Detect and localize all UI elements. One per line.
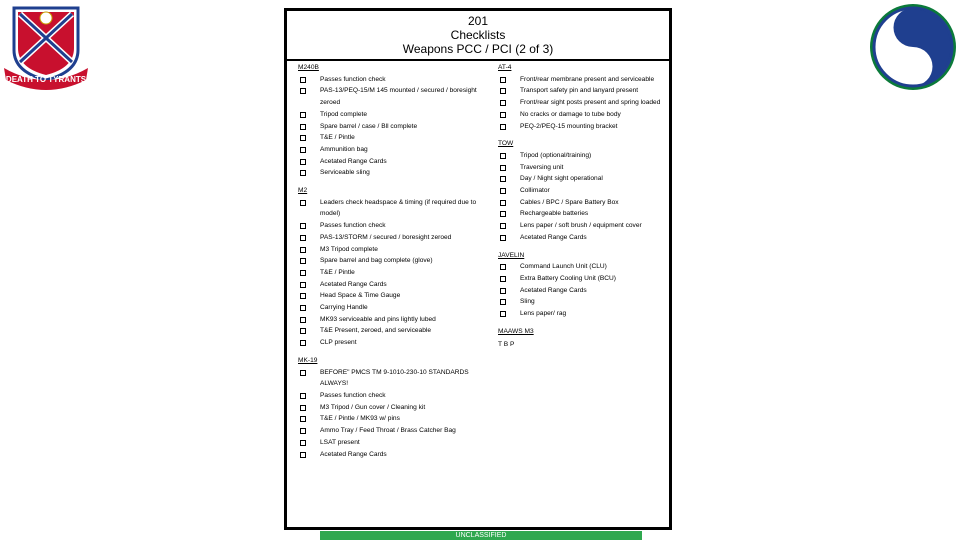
checkbox-icon[interactable] <box>300 305 306 311</box>
checkbox-icon[interactable] <box>300 328 306 334</box>
checkbox-icon[interactable] <box>300 77 306 83</box>
checkbox-icon[interactable] <box>500 124 506 130</box>
checklist-item-label: PAS-13/PEQ-15/M 145 mounted / secured / boresight zeroed <box>320 87 477 107</box>
checkbox-icon[interactable] <box>500 264 506 270</box>
checklist-item <box>298 390 488 402</box>
checklist-item <box>298 132 488 144</box>
checkbox-icon[interactable] <box>300 405 306 411</box>
checklist-item <box>498 150 672 162</box>
checkbox-icon[interactable] <box>500 112 506 118</box>
checkbox-icon[interactable] <box>500 153 506 159</box>
unit-crest-logo <box>0 2 92 92</box>
checklist-item-label: Lens paper/ rag <box>520 310 567 318</box>
checklist-item <box>298 367 488 390</box>
checklist-item-label: T&E Present, zeroed, and serviceable <box>320 327 432 335</box>
checklist-item <box>298 325 488 337</box>
checkbox-icon[interactable] <box>300 370 306 376</box>
checklist-item-label: Transport safety pin and lanyard present <box>520 87 639 95</box>
checklist-item-label: Spare barrel and bag complete (glove) <box>320 257 433 265</box>
checklist-item <box>298 413 488 425</box>
checklist-item <box>298 314 488 326</box>
checkbox-icon[interactable] <box>500 188 506 194</box>
checklist-item <box>298 255 488 267</box>
checklist-item-label: No cracks or damage to tube body <box>520 110 621 118</box>
checklist-item <box>298 437 488 449</box>
checklist-item <box>298 156 488 168</box>
checkbox-icon[interactable] <box>300 124 306 130</box>
checklist-item-label: MK93 serviceable and pins lightly lubed <box>320 315 436 323</box>
title-line-1: 201 <box>467 14 489 28</box>
checklist-item-label: Head Space & Time Gauge <box>320 292 401 300</box>
checklist-item <box>498 232 672 244</box>
checkbox-icon[interactable] <box>300 170 306 176</box>
checklist-item <box>498 121 672 133</box>
checklist-item-label: Leaders check headspace & timing (if required due to model) <box>320 198 477 218</box>
checklist-item-label: PAS-13/STORM / secured / boresight zeroed <box>320 233 452 241</box>
checklist-item <box>298 144 488 156</box>
checkbox-icon[interactable] <box>300 452 306 458</box>
checklist-item <box>298 167 488 179</box>
checklist-item <box>298 290 488 302</box>
checklist-item-label: Sling <box>520 298 535 306</box>
left-checklist-column <box>298 62 488 460</box>
checklist-item <box>298 121 488 133</box>
checkbox-icon[interactable] <box>300 159 306 165</box>
checklist-item <box>298 85 488 108</box>
checklist-item-label: Front/rear membrane present and serviceable <box>520 75 655 83</box>
checklist-item <box>298 425 488 437</box>
checklist-item <box>498 173 672 185</box>
crest-motto: DEATH TO TYRANTS <box>5 75 87 84</box>
checkbox-icon[interactable] <box>500 100 506 106</box>
checklist-item <box>298 337 488 349</box>
checklist-item-label: Tripod (optional/training) <box>520 151 592 159</box>
checklist-item-label: Carrying Handle <box>320 304 368 312</box>
checkbox-icon[interactable] <box>500 88 506 94</box>
checklist-item <box>298 244 488 256</box>
checklist-item-label: M3 Tripod / Gun cover / Cleaning kit <box>320 403 426 411</box>
section-heading: MAAWS M3 <box>498 327 534 335</box>
checkbox-icon[interactable] <box>300 235 306 241</box>
checkbox-icon[interactable] <box>300 317 306 323</box>
checklist-item <box>298 449 488 461</box>
checkbox-icon[interactable] <box>300 112 306 118</box>
checkbox-icon[interactable] <box>300 223 306 229</box>
checklist-item-label: Acetated Range Cards <box>520 286 587 294</box>
checklist-item <box>498 162 672 174</box>
checklist-item-label: PEQ-2/PEQ-15 mounting bracket <box>520 122 618 130</box>
checklist-item <box>298 302 488 314</box>
checklist-item <box>498 109 672 121</box>
checklist-item <box>298 109 488 121</box>
section-heading: MK-19 <box>298 356 318 364</box>
checklist-item-label: Ammunition bag <box>320 145 368 153</box>
checklist-item <box>498 208 672 220</box>
checklist-item-label: Day / Night sight operational <box>520 175 603 183</box>
checkbox-icon[interactable] <box>300 135 306 141</box>
checklist-item-label: M3 Tripod complete <box>320 245 378 253</box>
checklist-item <box>498 220 672 232</box>
section-heading: M240B <box>298 64 319 71</box>
checklist-item-label: Command Launch Unit (CLU) <box>520 263 607 271</box>
checklist-item-label: T&E / Pintle <box>320 268 355 276</box>
checklist-item-label: Acetated Range Cards <box>320 450 387 458</box>
checkbox-icon[interactable] <box>300 200 306 206</box>
section-heading: JAVELIN <box>498 251 525 259</box>
checklist-item <box>298 279 488 291</box>
checklist-item <box>498 285 672 297</box>
checklist-item-label: Serviceable sling <box>320 169 370 177</box>
checkbox-icon[interactable] <box>500 276 506 282</box>
checkbox-icon[interactable] <box>500 77 506 83</box>
checklist-item-label: Extra Battery Cooling Unit (BCU) <box>520 274 617 282</box>
checkbox-icon[interactable] <box>300 258 306 264</box>
checklist-item-label: Rechargeable batteries <box>520 210 589 218</box>
checklist-item <box>498 185 672 197</box>
checklist-item-label: Spare barrel / case / Bll complete <box>320 122 418 130</box>
checklist-item <box>498 308 672 320</box>
checklist-item-label: BEFORE" PMCS TM 9-1010-230-10 STANDARDS ALWAYS! <box>320 368 469 388</box>
checklist-item <box>498 97 672 109</box>
checklist-item-label: LSAT present <box>320 438 360 446</box>
checkbox-icon[interactable] <box>500 299 506 305</box>
checklist-item-label: Front/rear sight posts present and spring loaded <box>520 99 661 107</box>
checkbox-icon[interactable] <box>300 440 306 446</box>
checklist-item-label: T&E / Pintle / MK93 w/ pins <box>320 415 400 423</box>
section-heading: M2 <box>298 187 308 195</box>
checklist-item-label: Ammo Tray / Feed Throat / Brass Catcher Bag <box>320 427 456 435</box>
title-divider <box>287 59 669 61</box>
checklist-item-label: Lens paper / soft brush / equipment cover <box>520 222 642 230</box>
section-heading: AT-4 <box>498 64 512 71</box>
checklist-item-label: Traversing unit <box>520 163 564 171</box>
checklist-item-label: T&E / Pintle <box>320 134 355 142</box>
checklist-item-label: Tripod complete <box>320 110 368 118</box>
checkbox-icon[interactable] <box>500 235 506 241</box>
checklist-item <box>298 232 488 244</box>
checkbox-icon[interactable] <box>500 223 506 229</box>
checkbox-icon[interactable] <box>300 340 306 346</box>
checkbox-icon[interactable] <box>300 147 306 153</box>
section-note: T B P <box>498 341 515 349</box>
checklist-item <box>498 261 672 273</box>
checklist-item <box>298 220 488 232</box>
classification-banner: UNCLASSIFIED <box>320 531 642 540</box>
checklist-item-label: Passes function check <box>320 75 386 83</box>
checklist-item-label: Cables / BPC / Spare Battery Box <box>520 198 619 206</box>
checklist-item-label: Passes function check <box>320 391 386 399</box>
checkbox-icon[interactable] <box>500 165 506 171</box>
checkbox-icon[interactable] <box>500 211 506 217</box>
checklist-item <box>298 402 488 414</box>
checklist-item <box>298 74 488 86</box>
checkbox-icon[interactable] <box>300 416 306 422</box>
checklist-item-label: Acetated Range Cards <box>520 233 587 241</box>
checkbox-icon[interactable] <box>300 282 306 288</box>
checkbox-icon[interactable] <box>300 428 306 434</box>
right-checklist-column <box>498 62 672 351</box>
checkbox-icon[interactable] <box>500 200 506 206</box>
checkbox-icon[interactable] <box>300 88 306 94</box>
section-heading: TOW <box>498 140 514 148</box>
slide-title <box>287 14 669 56</box>
checklist-frame <box>284 8 672 530</box>
checkbox-icon[interactable] <box>300 247 306 253</box>
checkbox-icon[interactable] <box>300 393 306 399</box>
checklist-item-label: Acetated Range Cards <box>320 280 387 288</box>
division-patch-logo <box>868 2 958 92</box>
checklist-item <box>498 74 672 86</box>
checklist-item-label: Passes function check <box>320 222 386 230</box>
checklist-item <box>298 267 488 279</box>
checklist-item <box>498 296 672 308</box>
checklist-item-label: Acetated Range Cards <box>320 157 387 165</box>
checkbox-icon[interactable] <box>300 293 306 299</box>
checkbox-icon[interactable] <box>500 176 506 182</box>
checklist-item <box>298 197 488 220</box>
checklist-item <box>498 273 672 285</box>
checkbox-icon[interactable] <box>300 270 306 276</box>
title-line-2: Checklists <box>450 28 506 42</box>
checkbox-icon[interactable] <box>500 288 506 294</box>
checklist-item-label: Collimator <box>520 187 550 195</box>
checklist-item <box>498 85 672 97</box>
title-line-3: Weapons PCC / PCI (2 of 3) <box>402 42 554 56</box>
checklist-item <box>498 197 672 209</box>
checkbox-icon[interactable] <box>500 311 506 317</box>
checklist-item-label: CLP present <box>320 339 357 347</box>
